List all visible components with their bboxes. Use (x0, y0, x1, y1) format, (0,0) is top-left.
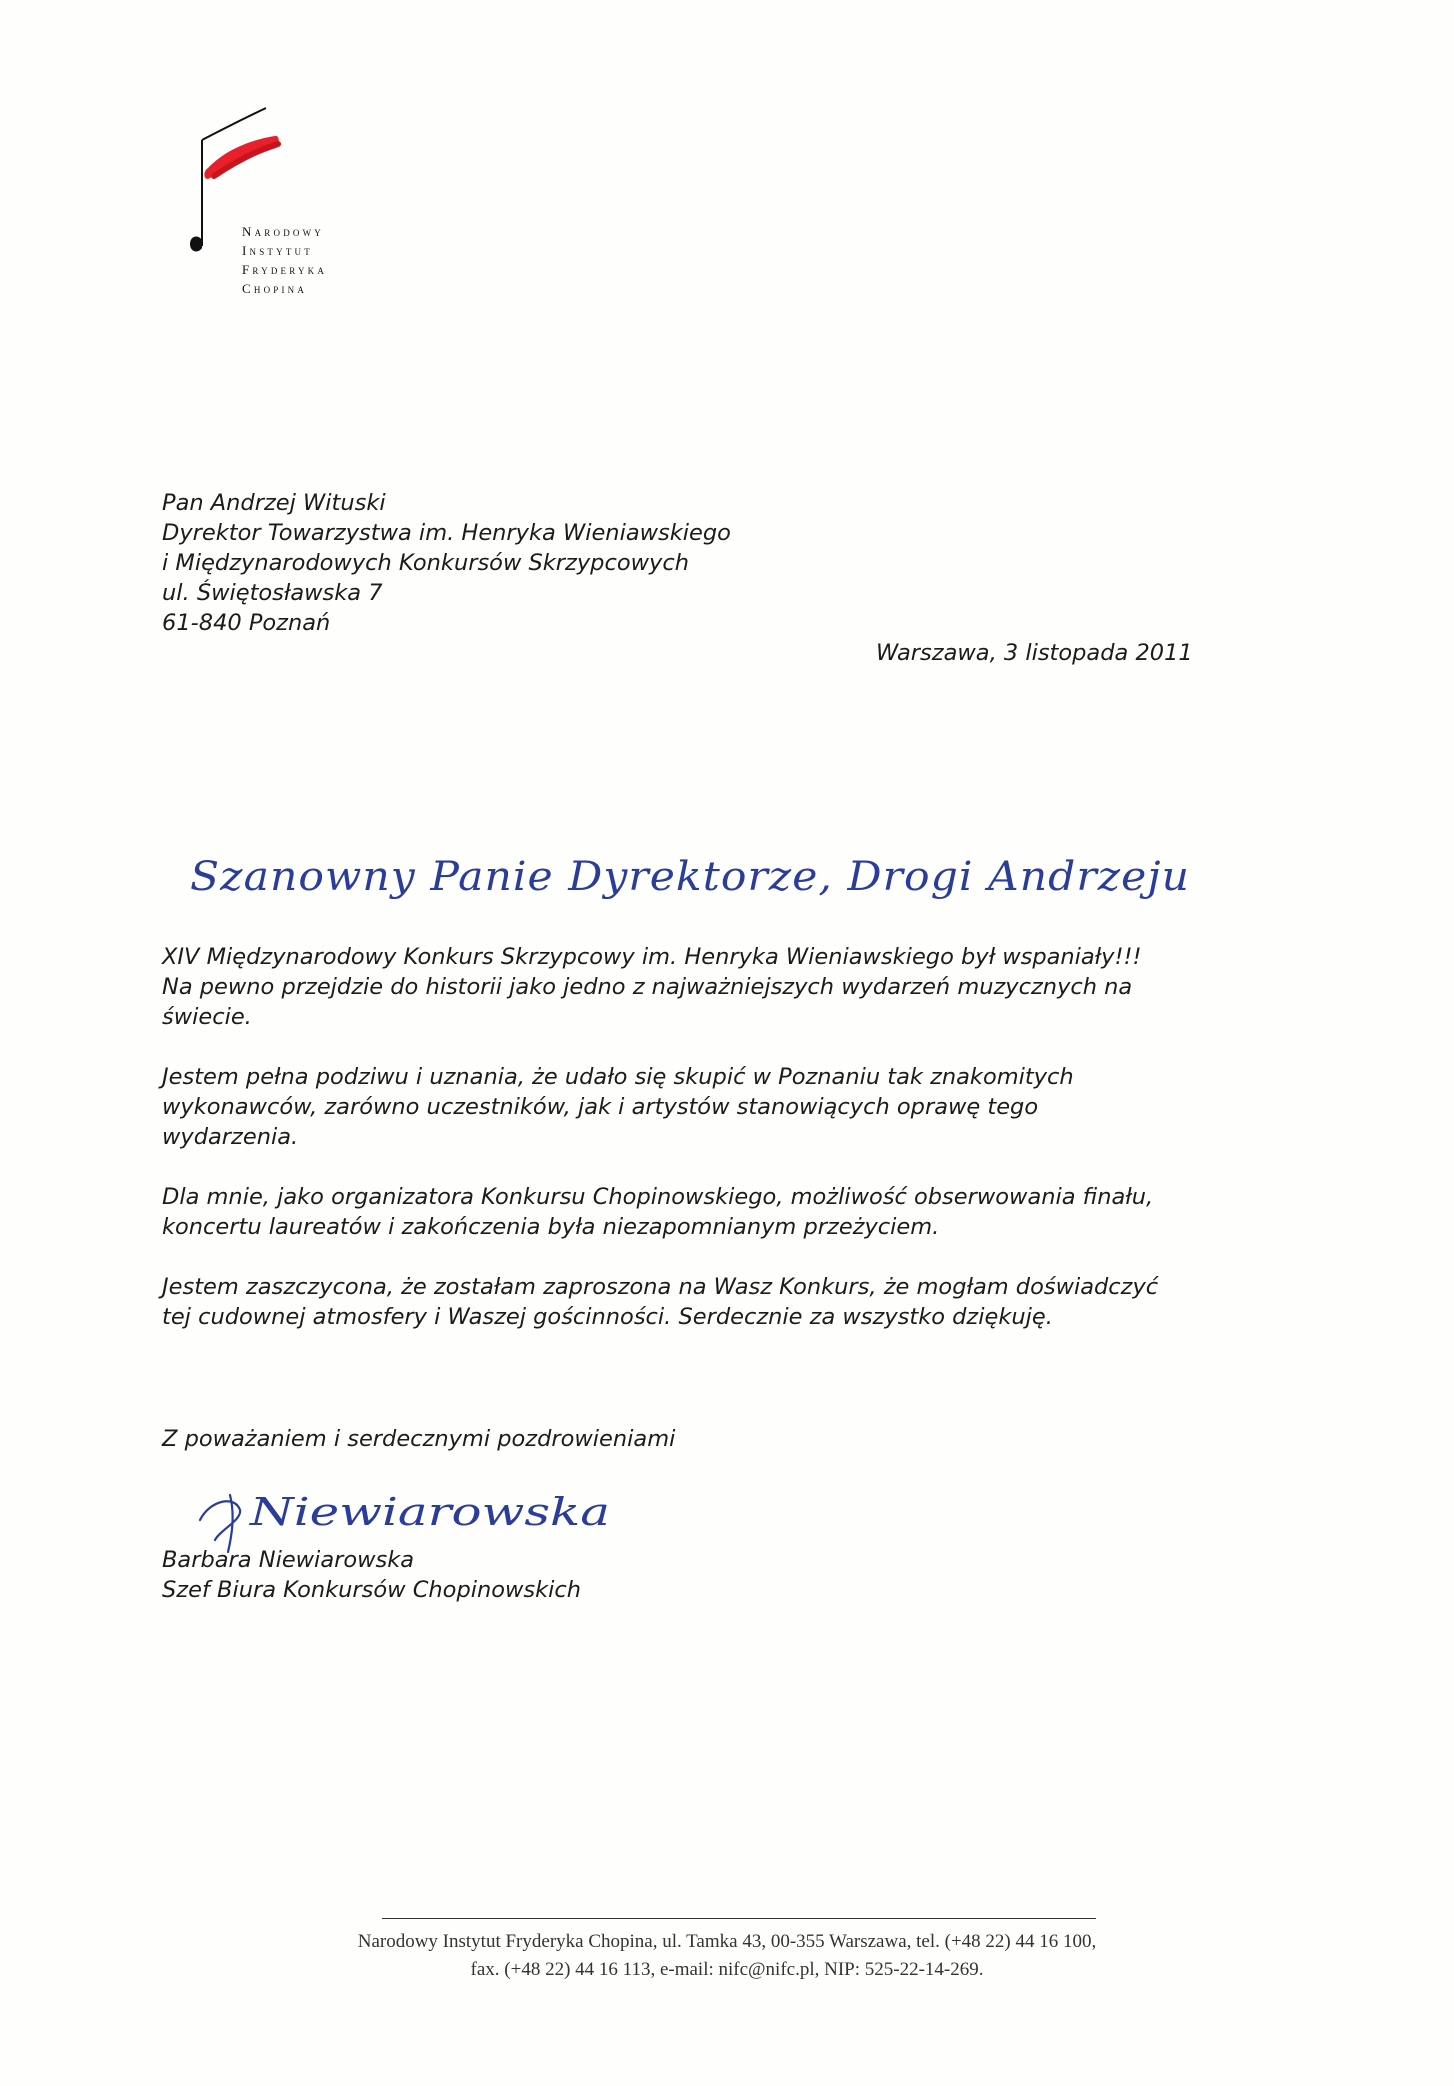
footer-divider (382, 1918, 1096, 1919)
letter-date: Warszawa, 3 listopada 2011 (876, 640, 1193, 666)
body-paragraph: Jestem pełna podziwu i uznania, że udało się skupić w Poznaniu tak znakomitych wykonawców, zarówno uczestników, jak i artystów stanowiących oprawę tego wydarzenia. (162, 1064, 1074, 1150)
footer-line: Narodowy Instytut Fryderyka Chopina, ul. Tamka 43, 00-355 Warszawa, tel. (+48 22) 44 16 100, (357, 1931, 1097, 1952)
signer-block (162, 1545, 581, 1605)
handwritten-greeting (190, 840, 1210, 925)
institute-name-line: Narodowy (242, 224, 324, 239)
recipient-line: 61-840 Poznań (162, 610, 331, 636)
institute-logo (180, 100, 430, 300)
institute-name-line: Fryderyka (242, 262, 328, 277)
institute-name-line: Chopina (242, 281, 308, 296)
recipient-line: Pan Andrzej Wituski (162, 490, 386, 516)
recipient-line: ul. Świętosławska 7 (162, 580, 383, 606)
svg-text:Niewiarowska: Niewiarowska (248, 1490, 610, 1534)
recipient-address (162, 488, 731, 638)
greeting-handwriting (190, 840, 1210, 920)
letterhead-footer (200, 1928, 1254, 1984)
body-paragraph: Dla mnie, jako organizatora Konkursu Chopinowskiego, możliwość obserwowania finału, koncertu laureatów i zakończenia była niezapomnianym przeżyciem. (162, 1184, 1154, 1240)
svg-text:Szanowny Panie Dyrektorze, Dro: Szanowny Panie Dyrektorze, Drogi Andrzeju (190, 854, 1190, 900)
institute-name-line: Instytut (242, 243, 313, 258)
signer-title: Szef Biura Konkursów Chopinowskich (162, 1577, 582, 1603)
recipient-line: i Międzynarodowych Konkursów Skrzypcowych (162, 550, 689, 576)
body-paragraph: Jestem zaszczycona, że zostałam zaproszona na Wasz Konkurs, że mogłam doświadczyć tej cudownej atmosfery i Waszej gościnności. Serdecznie za wszystko dziękuję. (162, 1274, 1159, 1330)
institute-name (242, 222, 327, 298)
footer-line: fax. (+48 22) 44 16 113, e-mail: nifc@nifc.pl, NIP: 525-22-14-269. (470, 1959, 984, 1980)
signer-name: Barbara Niewiarowska (162, 1547, 415, 1573)
recipient-line: Dyrektor Towarzystwa im. Henryka Wieniawskiego (162, 520, 731, 546)
closing-line: Z poważaniem i serdecznymi pozdrowieniami (162, 1426, 676, 1452)
body-paragraph: XIV Międzynarodowy Konkurs Skrzypcowy im. Henryka Wieniawskiego był wspaniały!!! Na pewno przejdzie do historii jako jedno z najważniejszych wydarzeń muzycznych na świecie. (162, 944, 1142, 1030)
